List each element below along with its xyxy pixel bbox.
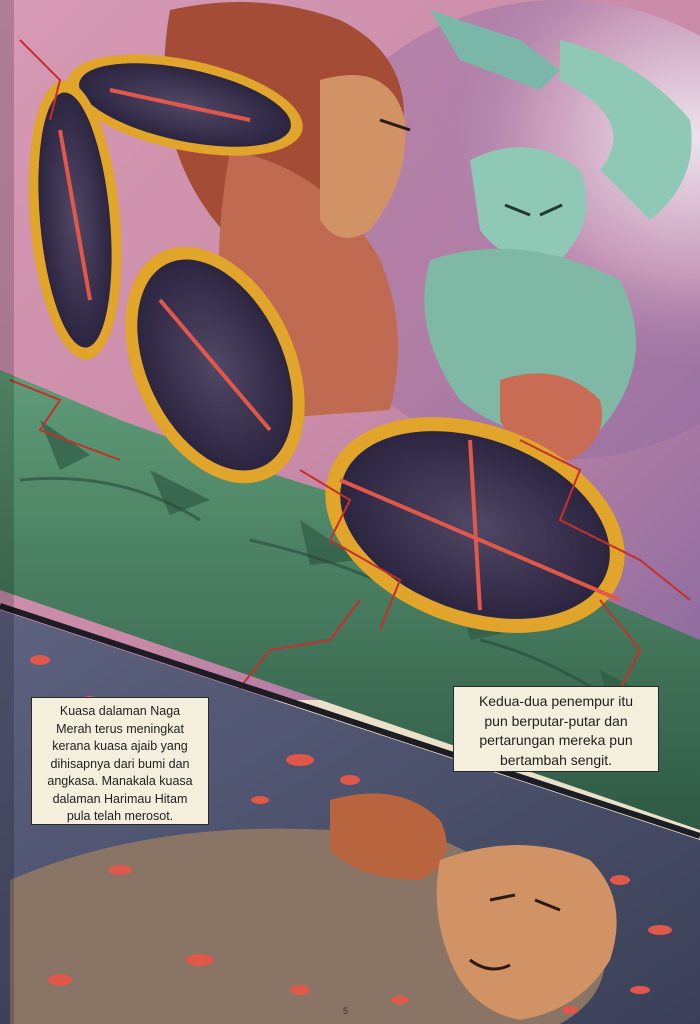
caption-line: Kuasa dalaman Naga bbox=[59, 704, 181, 718]
caption-line: Kedua-dua penempur itu bbox=[478, 693, 634, 709]
caption-line: Merah terus meningkat bbox=[56, 721, 184, 736]
caption-line: pertarungan mereka pun bbox=[479, 732, 633, 748]
narration-caption-left bbox=[31, 697, 209, 825]
caption-line: bertambah sengit. bbox=[499, 751, 613, 768]
caption-line: dihisapnya dari bumi dan bbox=[50, 756, 190, 771]
narration-caption-right bbox=[453, 686, 659, 772]
caption-line: pula telah merosot. bbox=[66, 809, 174, 823]
caption-line: kerana kuasa ajaib yang bbox=[52, 739, 188, 753]
page-number: 5 bbox=[343, 1006, 349, 1016]
caption-line: pun berputar-putar dan bbox=[484, 712, 628, 729]
caption-line: dalaman Harimau Hitam bbox=[52, 791, 188, 806]
caption-line: angkasa. Manakala kuasa bbox=[47, 774, 193, 788]
